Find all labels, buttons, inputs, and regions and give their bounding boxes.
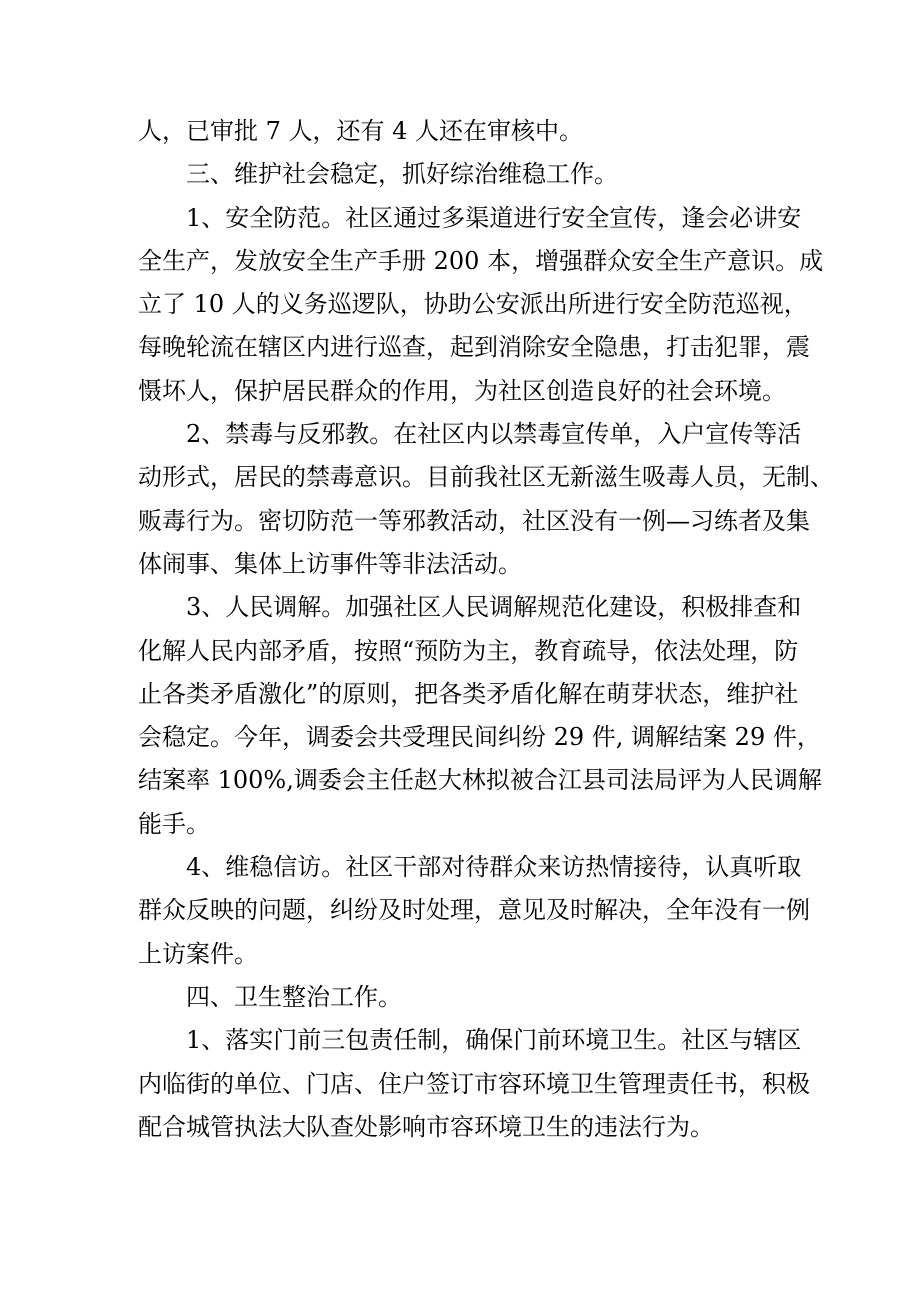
- text-line: 慑坏人，保护居民群众的作用，为社区创造良好的社会环境。: [138, 376, 786, 405]
- text-line: 群众反映的问题，纠纷及时处理，意见及时解决，全年没有一例: [138, 896, 810, 925]
- text-line: 人，已审批 7 人，还有 4 人还在审核中。: [138, 117, 584, 145]
- text-line: 配合城管执法大队查处影响市容环境卫生的违法行为。: [138, 1112, 714, 1141]
- text-line: 每晚轮流在辖区内进行巡查，起到消除安全隐患，打击犯罪，震: [138, 333, 810, 362]
- text-line: 止各类矛盾激化”的原则，把各类矛盾化解在萌芽状态，维护社: [138, 679, 799, 708]
- text-line: 全生产，发放安全生产手册 200 本，增强群众安全生产意识。成: [138, 246, 824, 275]
- text-line: 1、落实门前三包责任制，确保门前环境卫生。社区与辖区: [186, 1026, 802, 1055]
- text-line: 4、维稳信访。社区干部对待群众来访热情接待，认真听取: [186, 853, 802, 882]
- text-line: 动形式，居民的禁毒意识。目前我社区无新滋生吸毒人员，无制、: [138, 463, 834, 492]
- document-page: [138, 110, 834, 1149]
- text-line: 化解人民内部矛盾，按照“预防为主，教育疏导，依法处理，防: [138, 636, 799, 665]
- text-line: 上访案件。: [138, 939, 258, 968]
- text-line: 会稳定。今年，调委会共受理民间纠纷 29 件, 调解结案 29 件，: [138, 723, 821, 752]
- text-line: 立了 10 人的义务巡逻队，协助公安派出所进行安全防范巡视，: [138, 290, 808, 319]
- text-line: 能手。: [138, 809, 210, 838]
- section-heading: 三、维护社会稳定，抓好综治维稳工作。: [186, 160, 618, 189]
- section-heading: 四、卫生整治工作。: [186, 982, 402, 1011]
- text-line: 体闹事、集体上访事件等非法活动。: [138, 549, 522, 578]
- text-line: 2、禁毒与反邪教。在社区内以禁毒宣传单，入户宣传等活: [186, 420, 802, 449]
- text-line: 内临街的单位、门店、住户签订市容环境卫生管理责任书，积极: [138, 1069, 810, 1098]
- text-line: 贩毒行为。密切防范一等邪教活动，社区没有一例—习练者及集: [138, 506, 810, 535]
- text-line: 3、人民调解。加强社区人民调解规范化建设，积极排查和: [186, 593, 802, 622]
- text-line: 结案率 100%,调委会主任赵大林拟被合江县司法局评为人民调解: [138, 766, 822, 795]
- text-line: 1、安全防范。社区通过多渠道进行安全宣传，逢会必讲安: [186, 203, 802, 232]
